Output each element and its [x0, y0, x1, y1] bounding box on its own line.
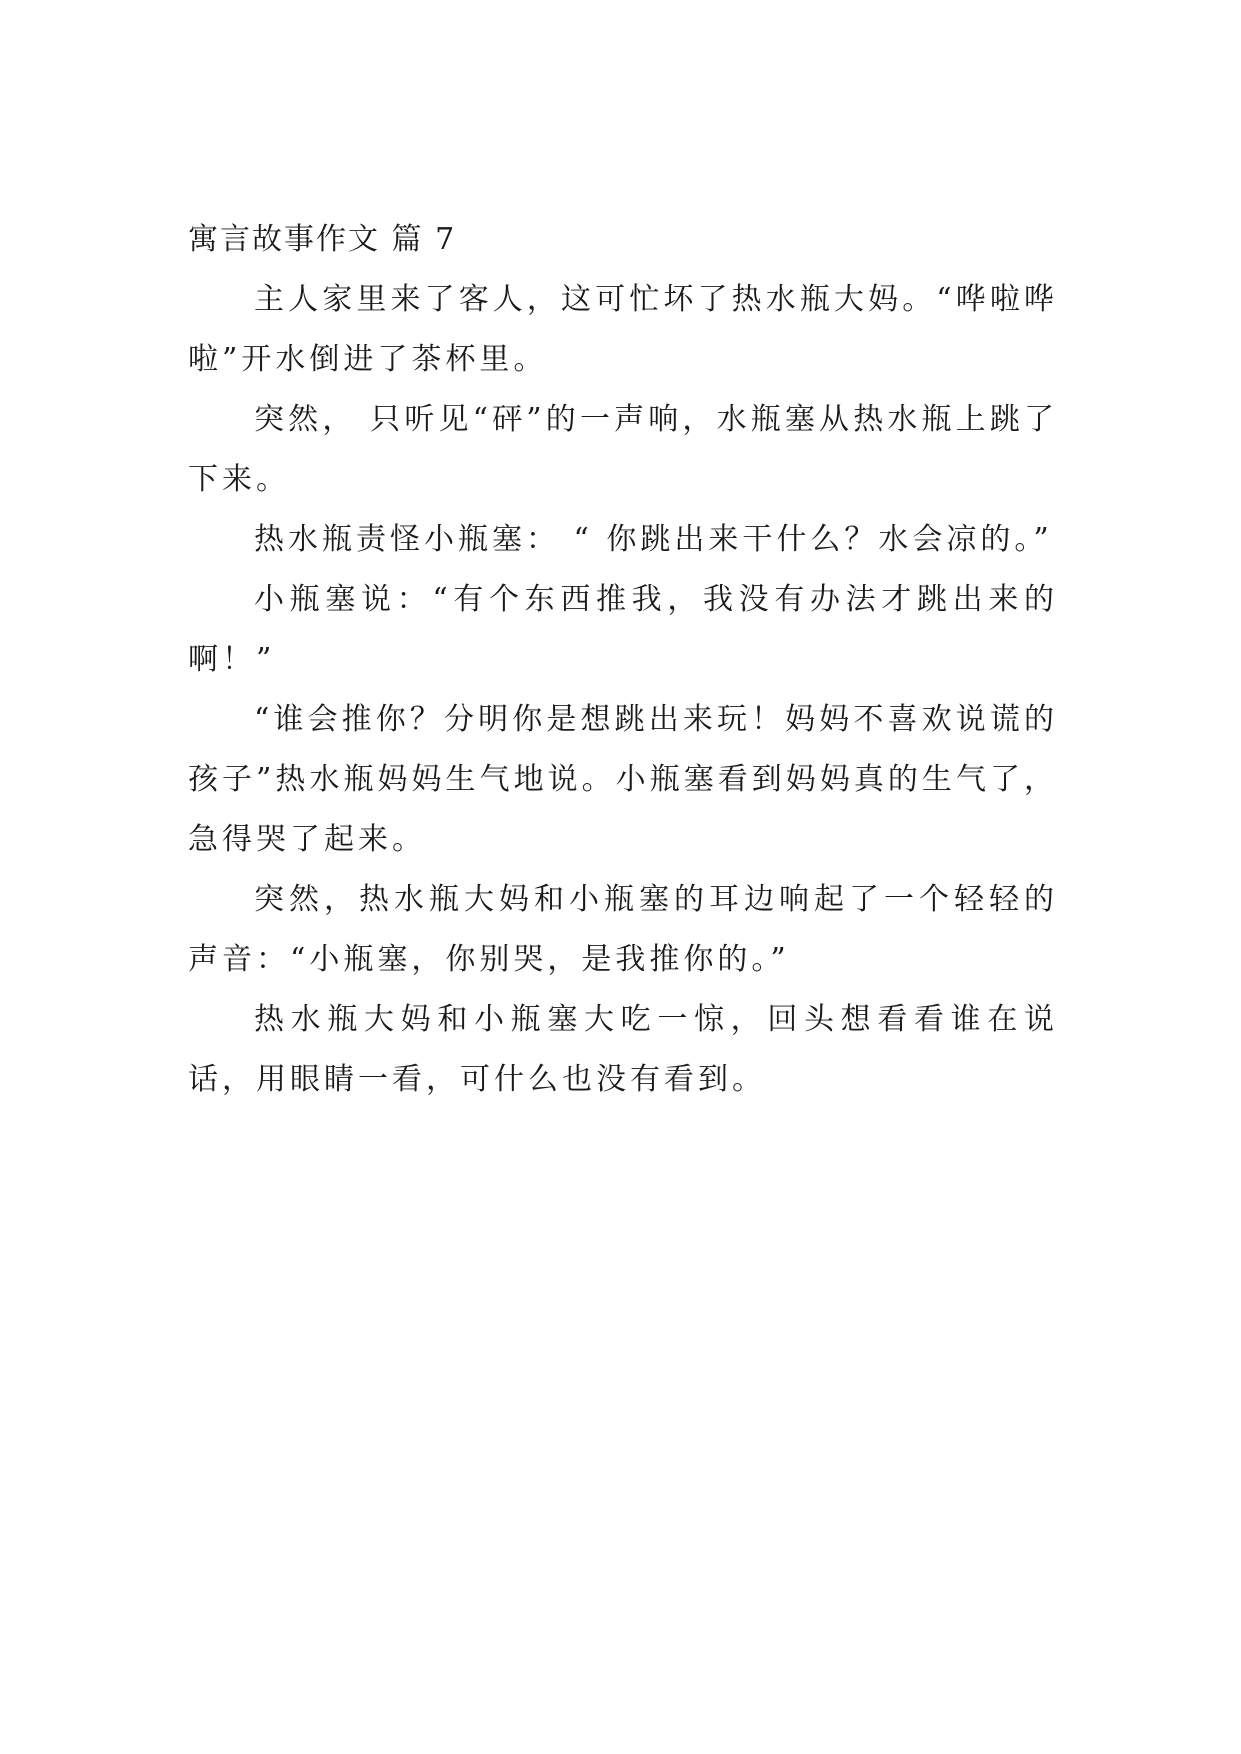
- paragraph: 热水瓶责怪小瓶塞： “ 你跳出来干什么？水会凉的。”: [254, 522, 1053, 557]
- document-title: 寓言故事作文 篇 7: [188, 222, 457, 257]
- paragraph: 突然，热水瓶大妈和小瓶塞的耳边响起了一个轻轻的声音：“小瓶塞，你别哭，是我推你的。”: [188, 882, 1058, 977]
- paragraph: “谁会推你？分明你是想跳出来玩！妈妈不喜欢说谎的孩子”热水瓶妈妈生气地说。小瓶塞看到妈妈真的生气了，急得哭了起来。: [188, 702, 1058, 857]
- document-body: [188, 220, 1058, 1110]
- paragraph: 突然， 只听见“砰”的一声响，水瓶塞从热水瓶上跳了下来。: [188, 402, 1058, 497]
- paragraph: 主人家里来了客人，这可忙坏了热水瓶大妈。“哗啦哗啦”开水倒进了茶杯里。: [188, 282, 1058, 377]
- paragraph: 热水瓶大妈和小瓶塞大吃一惊，回头想看看谁在说话，用眼睛一看，可什么也没有看到。: [188, 1002, 1058, 1097]
- paragraph: 小瓶塞说：“有个东西推我，我没有办法才跳出来的啊！”: [188, 582, 1058, 677]
